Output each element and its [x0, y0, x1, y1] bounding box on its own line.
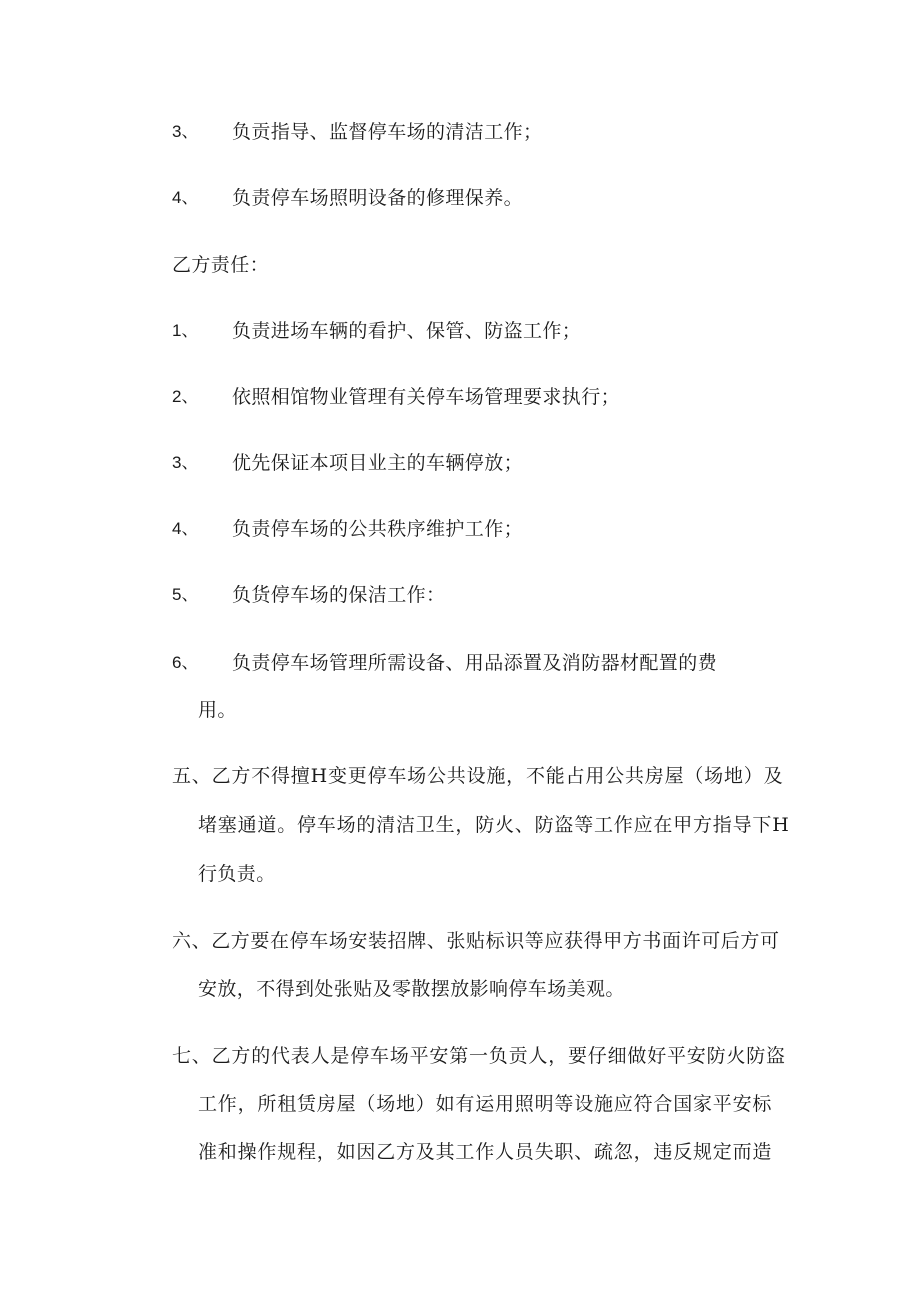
clause-line: 五、乙方不得擅H变更停车场公共设施，不能占用公共房屋（场地）及 — [172, 765, 784, 787]
clause-line: 准和操作规程，如因乙方及其工作人员失职、疏忽，违反规定而造 — [198, 1141, 773, 1163]
item-text: 负货停车场的保洁工作： — [232, 584, 446, 606]
item-number: 2、 — [172, 387, 199, 406]
item-text: 优先保证本项目业主的车辆停放； — [232, 452, 524, 474]
item-number: 6、 — [172, 653, 199, 672]
section-heading: 乙方责任： — [172, 254, 270, 276]
clause-line: 行负责。 — [198, 863, 276, 885]
item-text: 负责进场车辆的看护、保管、防盗工作； — [232, 320, 582, 342]
item-number: 3、 — [172, 122, 199, 141]
item-number: 4、 — [172, 188, 199, 207]
item-number: 4、 — [172, 519, 199, 538]
clause-line: 七、乙方的代表人是停车场平安第一负贡人，要仔细做好平安防火防盗 — [172, 1045, 786, 1067]
item-number: 5、 — [172, 585, 199, 604]
item-text: 负责停车场照明设备的修理保养。 — [232, 187, 524, 209]
item-text: 负责停车场管理所需设备、用品添置及消防器材配置的费 — [232, 652, 718, 674]
item-text: 依照相馆物业管理有关停车场管理要求执行； — [232, 386, 621, 408]
item-text-continuation: 用。 — [198, 699, 237, 721]
clause-line: 工作，所租赁房屋（场地）如有运用照明等设施应符合国家平安标 — [198, 1093, 773, 1115]
item-number: 3、 — [172, 453, 199, 472]
item-text: 负责停车场的公共秩序维护工作； — [232, 518, 524, 540]
item-text: 负贡指导、监督停车场的清洁工作； — [232, 121, 543, 143]
item-number: 1、 — [172, 321, 199, 340]
clause-line: 堵塞通道。停车场的清洁卫生，防火、防盗等工作应在甲方指导下H — [198, 814, 790, 836]
clause-line: 六、乙方要在停车场安装招牌、张贴标识等应获得甲方书面许可后方可 — [172, 930, 780, 952]
clause-line: 安放，不得到处张贴及零散摆放影响停车场美观。 — [198, 978, 625, 1000]
